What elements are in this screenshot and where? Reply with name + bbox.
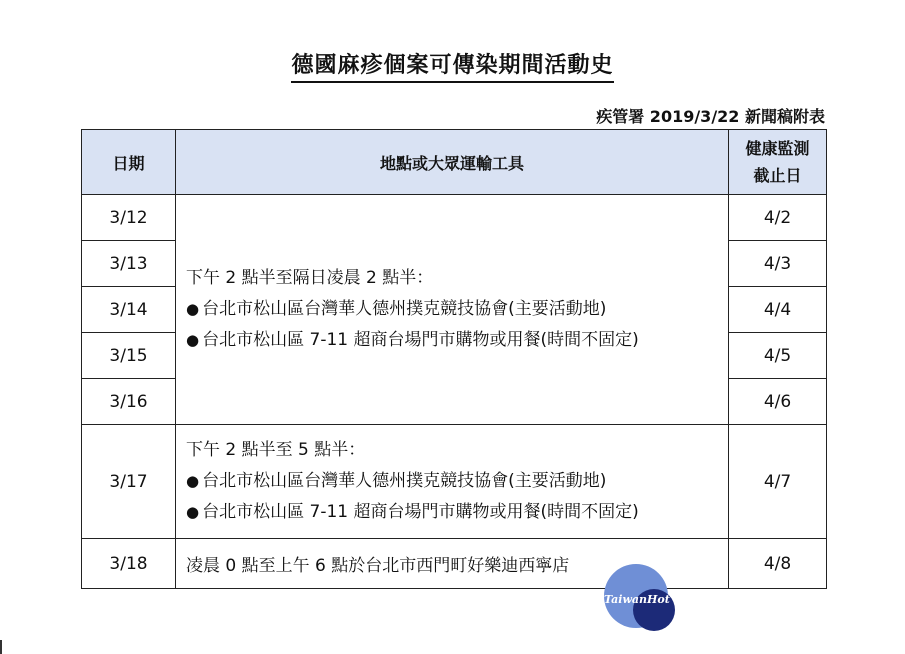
location-item: ● 台北市松山區 7-11 超商台場門市購物或用餐(時間不固定) <box>186 497 728 528</box>
end-date-cell: 4/7 <box>729 425 827 539</box>
header-date: 日期 <box>82 130 176 195</box>
edge-mark <box>0 640 2 654</box>
time-range: 下午 2 點半至 5 點半： <box>186 440 366 460</box>
header-monitor-line2: 截止日 <box>753 166 802 185</box>
page-title <box>0 48 905 79</box>
location-cell-group-2 <box>176 425 729 539</box>
date-cell: 3/16 <box>82 379 176 425</box>
date-cell: 3/13 <box>82 241 176 287</box>
activity-table <box>81 129 827 589</box>
location-item: ● 台北市松山區台灣華人德州撲克競技協會(主要活動地) <box>186 294 728 325</box>
location-item: ● 台北市松山區台灣華人德州撲克競技協會(主要活動地) <box>186 466 728 497</box>
date-cell: 3/14 <box>82 287 176 333</box>
table-row <box>82 539 827 589</box>
location-item: ● 台北市松山區 7-11 超商台場門市購物或用餐(時間不固定) <box>186 325 728 356</box>
end-date-cell: 4/4 <box>729 287 827 333</box>
time-range: 下午 2 點半至隔日凌晨 2 點半： <box>186 268 434 288</box>
location-cell-group-3: 凌晨 0 點至上午 6 點於台北市西門町好樂迪西寧店 <box>176 539 729 589</box>
header-monitor-end <box>729 130 827 195</box>
title-text: 德國麻疹個案可傳染期間活動史 <box>291 53 613 83</box>
date-cell: 3/15 <box>82 333 176 379</box>
table-row <box>82 195 827 241</box>
date-cell: 3/17 <box>82 425 176 539</box>
table-row <box>82 425 827 539</box>
date-cell: 3/12 <box>82 195 176 241</box>
logo-text: TaiwanHot <box>604 593 670 606</box>
header-location: 地點或大眾運輸工具 <box>176 130 729 195</box>
header-monitor-line1: 健康監測 <box>745 139 810 158</box>
end-date-cell: 4/5 <box>729 333 827 379</box>
end-date-cell: 4/2 <box>729 195 827 241</box>
end-date-cell: 4/3 <box>729 241 827 287</box>
press-release-note: 疾管署 2019/3/22 新聞稿附表 <box>596 107 825 126</box>
end-date-cell: 4/8 <box>729 539 827 589</box>
location-cell-group-1 <box>176 195 729 425</box>
table-header-row <box>82 130 827 195</box>
date-cell: 3/18 <box>82 539 176 589</box>
end-date-cell: 4/6 <box>729 379 827 425</box>
